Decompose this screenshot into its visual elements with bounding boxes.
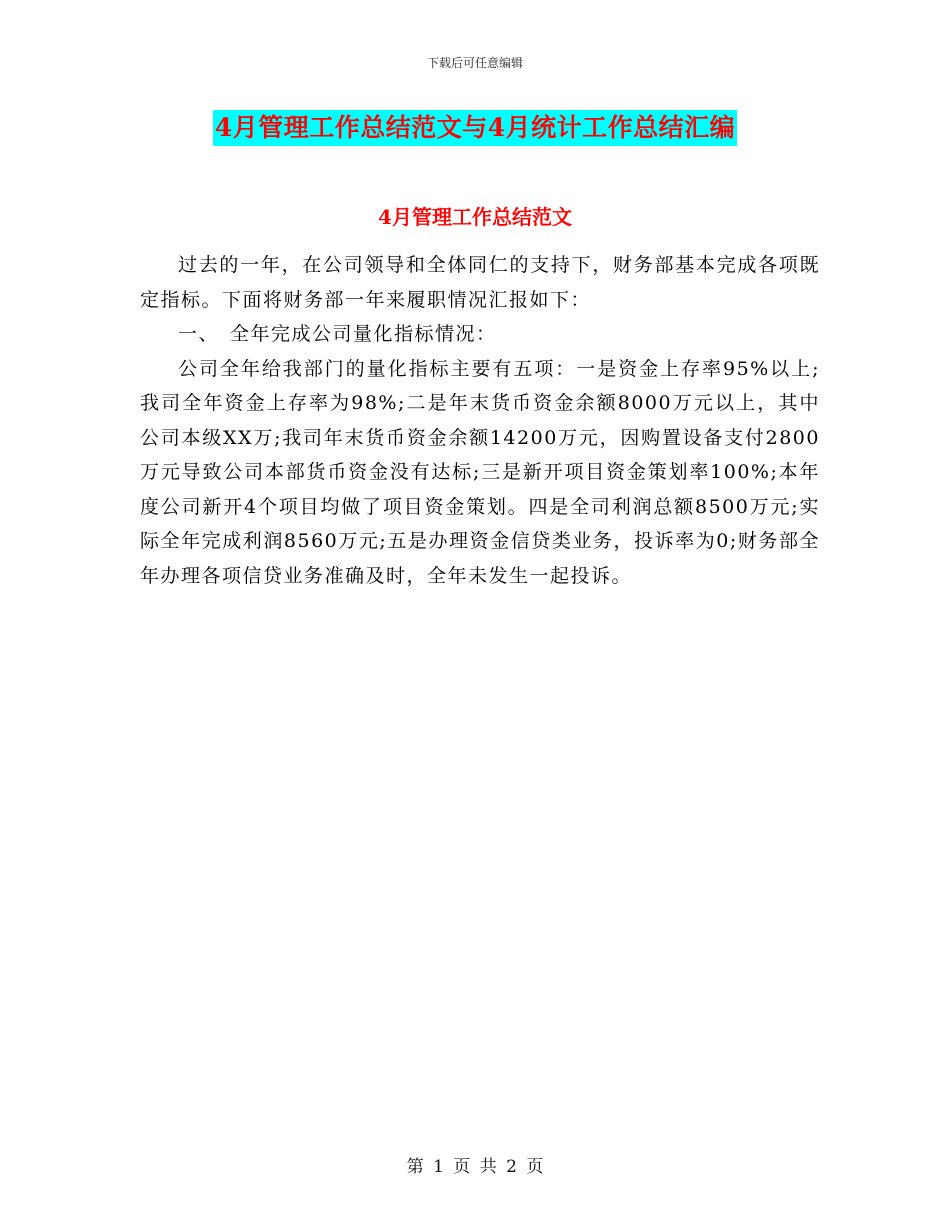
paragraph-indicators: 公司全年给我部门的量化指标主要有五项：一是资金上存率95%以上;我司全年资金上存率为98%;二是年末货币资金余额8000万元以上，其中公司本级XX万;我司年末货币资金余额14200万元，因购置设备支付2800万元导致公司本部货币资金没有达标;三是新开项目资金策划率100%;本年度公司新开4个项目均做了项目资金策划。四是全司利润总额8500万元;实际全年完成利润8560万元;五是办理资金信贷类业务，投诉率为0;财务部全年办理各项信贷业务准确及时，全年未发生一起投诉。 — [140, 357, 820, 587]
paragraph-intro: 过去的一年，在公司领导和全体同仁的支持下，财务部基本完成各项既定指标。下面将财务部一年来履职情况汇报如下： — [140, 254, 820, 311]
main-title-container — [0, 110, 950, 146]
document-body — [140, 248, 820, 593]
paragraph-section-heading: 一、 全年完成公司量化指标情况： — [178, 323, 497, 345]
page-header-note: 下载后可任意编辑 — [426, 56, 523, 70]
document-main-title: 4月管理工作总结范文与4月统计工作总结汇编 — [213, 110, 737, 146]
section-title: 4月管理工作总结范文 — [378, 205, 572, 229]
page-number-footer: 第 1 页 共 2 页 — [406, 1157, 544, 1177]
